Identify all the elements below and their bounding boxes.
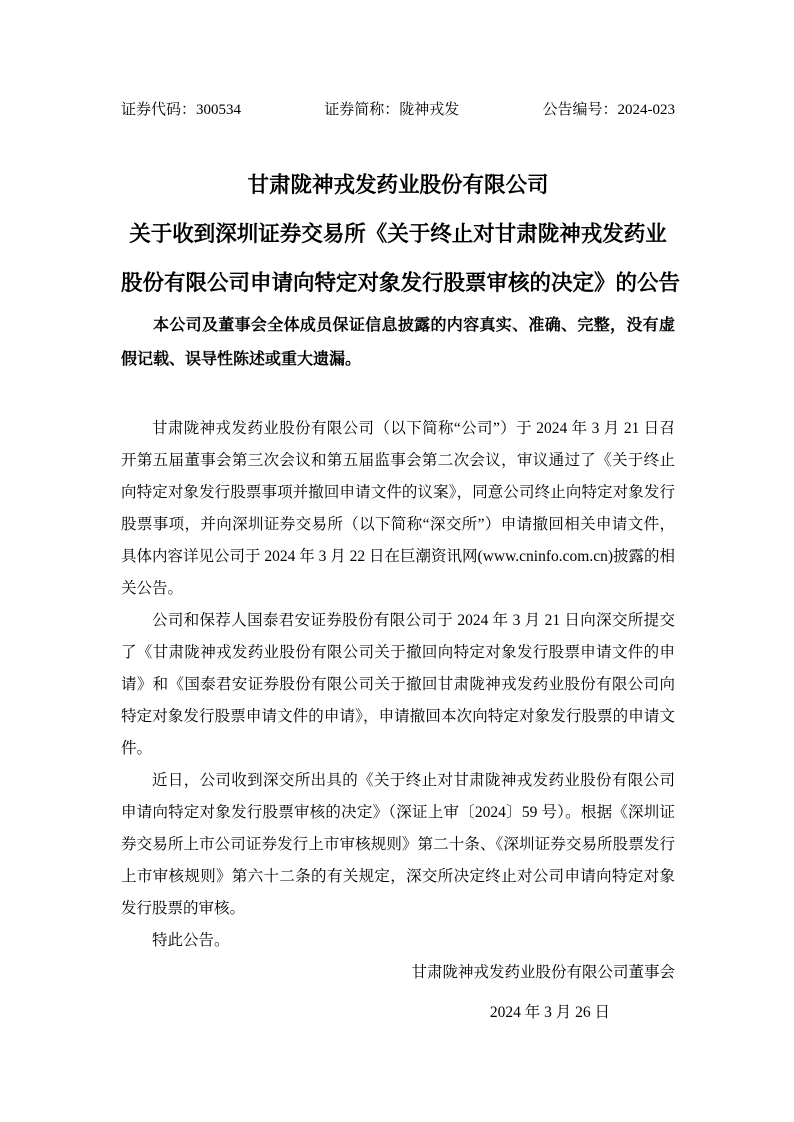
stock-code: 证券代码：300534: [121, 102, 242, 118]
paragraph-exchange-decision: 近日，公司收到深交所出具的《关于终止对甘肃陇神戎发药业股份有限公司申请向特定对象发行股票审核的决定》（深证上审〔2024〕59 号）。根据《深圳证券交易所上市公司证券发行上市审核规则》第二十条、《深圳证券交易所股票发行上市审核规则》第六十二条的有关规定，深交所决定终止对公司申请向特定对象发行股票的审核。: [121, 772, 675, 917]
closing-statement: 特此公告。: [152, 932, 230, 949]
title-company-name: 甘肃陇神戎发药业股份有限公司: [247, 173, 549, 197]
announcement-number: 公告编号：2024-023: [542, 102, 675, 118]
title-subject-line-1: 关于收到深圳证券交易所《关于终止对甘肃陇神戎发药业: [129, 222, 667, 246]
stock-short-name: 证券简称：陇神戎发: [324, 102, 460, 118]
title-subject-line-2: 股份有限公司申请向特定对象发行股票审核的决定》的公告: [121, 271, 681, 295]
disclaimer-statement: 本公司及董事会全体成员保证信息披露的内容真实、准确、完整，没有虚假记载、误导性陈述或重大遗漏。: [121, 317, 675, 368]
document-body: [121, 413, 675, 1029]
document-header: [121, 100, 675, 120]
paragraph-withdrawal-application: 公司和保荐人国泰君安证券股份有限公司于 2024 年 3 月 21 日向深交所提交了《甘肃陇神戎发药业股份有限公司关于撤回向特定对象发行股票申请文件的申请》和《国泰君安证券股份有限公司关于撤回甘肃陇神戎发药业股份有限公司向特定对象发行股票申请文件的申请》，申请撤回本次向特定对象发行股票的申请文件。: [121, 612, 675, 757]
signature-date: 2024 年 3 月 26 日: [489, 1004, 610, 1021]
signature-board-of-directors: 甘肃陇神戎发药业股份有限公司董事会: [411, 964, 675, 981]
paragraph-board-resolution: 甘肃陇神戎发药业股份有限公司（以下简称“公司”）于 2024 年 3 月 21 日召开第五届董事会第三次会议和第五届监事会第二次会议，审议通过了《关于终止向特定对象发行股票事项并撤回申请文件的议案》，同意公司终止向特定对象发行股票事项，并向深圳证券交易所（以下简称“深交所”）申请撤回相关申请文件，具体内容详见公司于 2024 年 3 月 22 日在巨潮资讯网(www.cninfo.com.cn)披露的相关公告。: [121, 420, 675, 597]
document-title: [121, 161, 681, 308]
